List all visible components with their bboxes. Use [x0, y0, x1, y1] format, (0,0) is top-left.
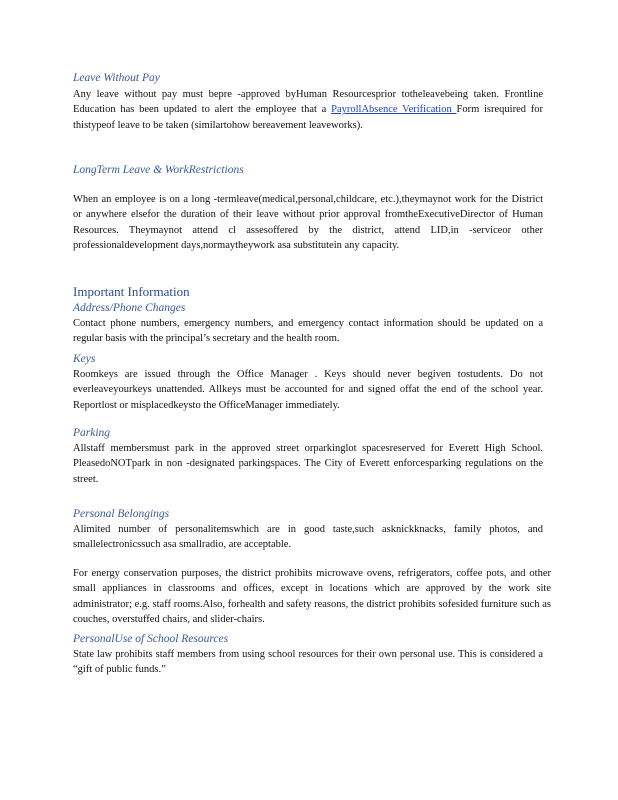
- parking-paragraph: Allstaff membersmust park in the approved street orparkinglot spacesreserved for Everett High School. PleasedoNOTpark in non -designated parkingspaces. The City of Everett enforcesparking regulations on the street.: [73, 443, 543, 485]
- personal-belongings-paragraph: Alimited number of personalitemswhich are in good taste,such asknickknacks, family photos, and smallelectronicssuch asa smallradio, are acceptable.: [73, 524, 543, 551]
- address-phone-heading: Address/Phone Changes: [73, 302, 186, 314]
- leave-without-pay-heading: Leave Without Pay: [73, 72, 160, 84]
- keys-paragraph: Roomkeys are issued through the Office Manager . Keys should never begiven tostudents. Do not everleaveyourkeys unattended. Allkeys must be accounted for and signed offat the end of the school year. Reportlost or misplacedkeysto the OfficeManager immediately.: [73, 369, 543, 411]
- keys-heading: Keys: [73, 353, 96, 365]
- important-information-heading: Important Information: [73, 284, 190, 299]
- personal-use-paragraph: State law prohibits staff members from using school resources for their own personal use. This is considered a “gift of public funds.”: [73, 649, 543, 676]
- parking-heading: Parking: [73, 427, 111, 439]
- energy-conservation-paragraph: For energy conservation purposes, the district prohibits microwave ovens, refrigerators, coffee pots, and other small appliances in classrooms and offices, except in locations which are approved by the work site administrator; e.g. staff rooms.Also, forhealth and safety reasons, the district prohibits sofesided furniture such as couches, overstuffed chairs, and slider-chairs.: [73, 568, 551, 625]
- address-phone-paragraph: Contact phone numbers, emergency numbers, and emergency contact information should be updated on a regular basis with the principal’s secretary and the health room.: [73, 318, 543, 345]
- personal-use-heading: PersonalUse of School Resources: [73, 633, 229, 645]
- long-term-leave-heading: LongTerm Leave & WorkRestrictions: [73, 164, 244, 176]
- long-term-leave-paragraph: When an employee is on a long -termleave(medical,personal,childcare, etc.),theymaynot work for the District or anywhere elsefor the duration of their leave without prior approval fromtheExecutiveDirector of Human Resources. Theymaynot attend cl assesoffered by the district, attend LID,in -serviceor other professionaldevelopment days,normaytheywork asa substitutein any capacity.: [73, 194, 543, 251]
- payroll-absence-verification-link[interactable]: PayrollAbsence Verification: [331, 104, 457, 116]
- leave-without-pay-paragraph: [73, 87, 543, 133]
- personal-belongings-heading: Personal Belongings: [73, 508, 170, 520]
- leave-without-pay-text-2: Form isrequired for thistypeof leave to be taken (similartohow bereavement leaveworks).: [73, 104, 544, 131]
- leave-without-pay-text-1: Any leave without pay must bepre -approved byHuman Resourcesprior totheleavebeing taken. Frontline Education has been updated to alert the employee that a: [73, 89, 543, 116]
